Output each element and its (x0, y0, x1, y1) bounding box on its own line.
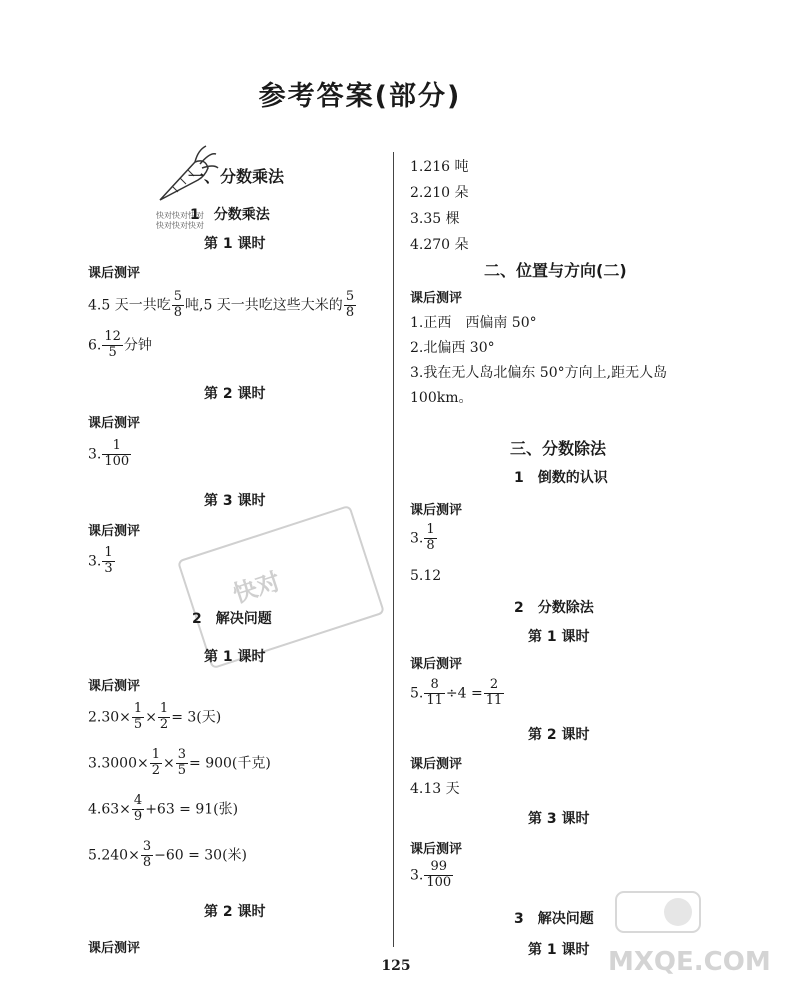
answer-text: 3. (410, 530, 424, 547)
denominator: 8 (426, 537, 435, 553)
answer-text: 3. (88, 553, 102, 570)
page-number: 125 (381, 958, 411, 974)
answer-line: 2.北偏西 30° (410, 340, 495, 356)
fraction (424, 523, 436, 554)
logo-text-2: 快对快对快对 (156, 221, 204, 230)
lesson-heading: 第 1 课时 (528, 942, 590, 958)
numerator: 3 (142, 839, 152, 854)
answer-text: 3. (88, 446, 102, 463)
subsection-heading: 2 解决问题 (192, 611, 272, 627)
answer-text: 5. (410, 685, 424, 702)
answer-text: 3.3000× (88, 755, 149, 772)
numerator: 1 (104, 545, 113, 560)
numerator: 1 (112, 438, 121, 453)
watermark-text: MXQE.COM (608, 947, 771, 977)
numerator: 5 (345, 289, 355, 304)
exercise-label: 课后测评 (410, 291, 463, 306)
denominator: 8 (142, 854, 152, 870)
answer-text: 6. (88, 337, 102, 354)
answer-line: 100km。 (410, 390, 473, 406)
numerator: 99 (430, 859, 448, 874)
fraction (158, 702, 170, 733)
page-title: 参考答案(部分) (258, 81, 462, 112)
answer-line: 4.13 天 (410, 781, 460, 797)
numerator: 1 (133, 701, 143, 716)
answer-text: 吨,5 天一共吃这些大米的 (185, 297, 343, 314)
denominator: 100 (426, 874, 452, 890)
subsection-heading: 1 倒数的认识 (514, 470, 608, 486)
answer-line: 2.210 朵 (410, 185, 469, 201)
numerator: 4 (133, 793, 143, 808)
numerator: 12 (104, 329, 121, 344)
answer-text: = 3(天) (171, 709, 222, 726)
denominator: 5 (102, 345, 123, 361)
denominator: 2 (159, 716, 169, 732)
lesson-heading: 第 2 课时 (204, 386, 266, 402)
numerator: 8 (430, 677, 439, 692)
exercise-label: 课后测评 (88, 679, 141, 694)
subsection-heading: 1 分数乘法 (190, 207, 270, 223)
answer-text: ÷4 = (445, 685, 483, 702)
section-heading: 三、分数除法 (510, 439, 607, 458)
denominator: 5 (177, 762, 187, 778)
fraction (132, 794, 144, 825)
answer-line (88, 330, 152, 361)
denominator: 11 (485, 692, 503, 708)
denominator: 8 (345, 304, 355, 320)
lesson-heading: 第 1 课时 (204, 649, 266, 665)
fraction (424, 678, 445, 709)
section-heading: 一、分数乘法 (188, 167, 285, 186)
answer-line (88, 794, 238, 825)
exercise-label: 课后测评 (88, 941, 141, 956)
stamp-watermark: 快对 (229, 567, 284, 609)
numerator: 1 (159, 701, 169, 716)
exercise-label: 课后测评 (410, 503, 463, 518)
answer-text: −60 = 30(米) (154, 847, 248, 864)
denominator: 9 (133, 808, 143, 824)
fraction (141, 840, 153, 871)
answer-text: 4.5 天一共吃 (88, 297, 171, 314)
fraction (424, 860, 453, 891)
denominator: 3 (104, 560, 113, 576)
denominator: 2 (151, 762, 160, 778)
answer-line: 5.12 (410, 568, 442, 584)
numerator: 5 (173, 289, 182, 304)
answer-line (410, 860, 454, 891)
lesson-heading: 第 1 课时 (204, 236, 266, 252)
fraction (344, 290, 356, 321)
site-watermark-logo (508, 884, 771, 984)
answer-line (410, 523, 438, 554)
answer-line (88, 748, 271, 779)
fraction (176, 748, 188, 779)
column-divider (393, 152, 394, 947)
fraction (132, 702, 144, 733)
fraction (102, 439, 131, 470)
answer-line (88, 290, 357, 321)
answer-line (88, 702, 221, 733)
exercise-label: 课后测评 (410, 757, 463, 772)
numerator: 1 (151, 747, 160, 762)
answer-line: 1.216 吨 (410, 159, 469, 175)
answer-line (88, 840, 247, 871)
answer-text: 分钟 (123, 337, 152, 354)
subsection-heading: 3 解决问题 (514, 911, 594, 927)
answer-line: 3.我在无人岛北偏东 50°方向上,距无人岛 (410, 365, 668, 381)
fraction (484, 678, 505, 709)
exercise-label: 课后测评 (88, 524, 141, 539)
denominator: 8 (173, 304, 182, 320)
subsection-heading: 2 分数除法 (514, 600, 594, 616)
lesson-heading: 第 3 课时 (204, 493, 266, 509)
numerator: 2 (489, 677, 499, 692)
denominator: 100 (104, 453, 130, 469)
answer-text: 2.30× (88, 709, 131, 726)
answer-line: 1.正西 西偏南 50° (410, 315, 537, 331)
denominator: 5 (133, 716, 143, 732)
answer-line (410, 678, 505, 709)
exercise-label: 课后测评 (410, 657, 463, 672)
answer-text: 3. (410, 867, 424, 884)
numerator: 3 (177, 747, 187, 762)
lesson-heading: 第 1 课时 (528, 629, 590, 645)
exercise-label: 课后测评 (410, 842, 463, 857)
section-heading: 二、位置与方向(二) (484, 261, 627, 280)
answer-line: 4.270 朵 (410, 237, 469, 253)
logo-text-1: 快对快对快对 (156, 211, 204, 220)
exercise-label: 课后测评 (88, 266, 141, 281)
answer-text: 5.240× (88, 847, 140, 864)
exercise-label: 课后测评 (88, 416, 141, 431)
lesson-heading: 第 2 课时 (204, 904, 266, 920)
fraction (172, 290, 184, 321)
answer-text: × (145, 709, 157, 726)
answer-text: = 900(千克) (189, 755, 271, 772)
fraction (150, 748, 162, 779)
lesson-heading: 第 3 课时 (528, 811, 590, 827)
numerator: 1 (426, 522, 435, 537)
answer-text: +63 = 91(张) (145, 801, 239, 818)
lesson-heading: 第 2 课时 (528, 727, 590, 743)
fraction (102, 546, 114, 577)
answer-line (88, 439, 132, 470)
answer-text: 4.63× (88, 801, 131, 818)
answer-text: × (163, 755, 175, 772)
fraction (102, 330, 123, 361)
denominator: 11 (426, 692, 443, 708)
answer-line: 3.35 棵 (410, 211, 460, 227)
answer-line (88, 546, 116, 577)
